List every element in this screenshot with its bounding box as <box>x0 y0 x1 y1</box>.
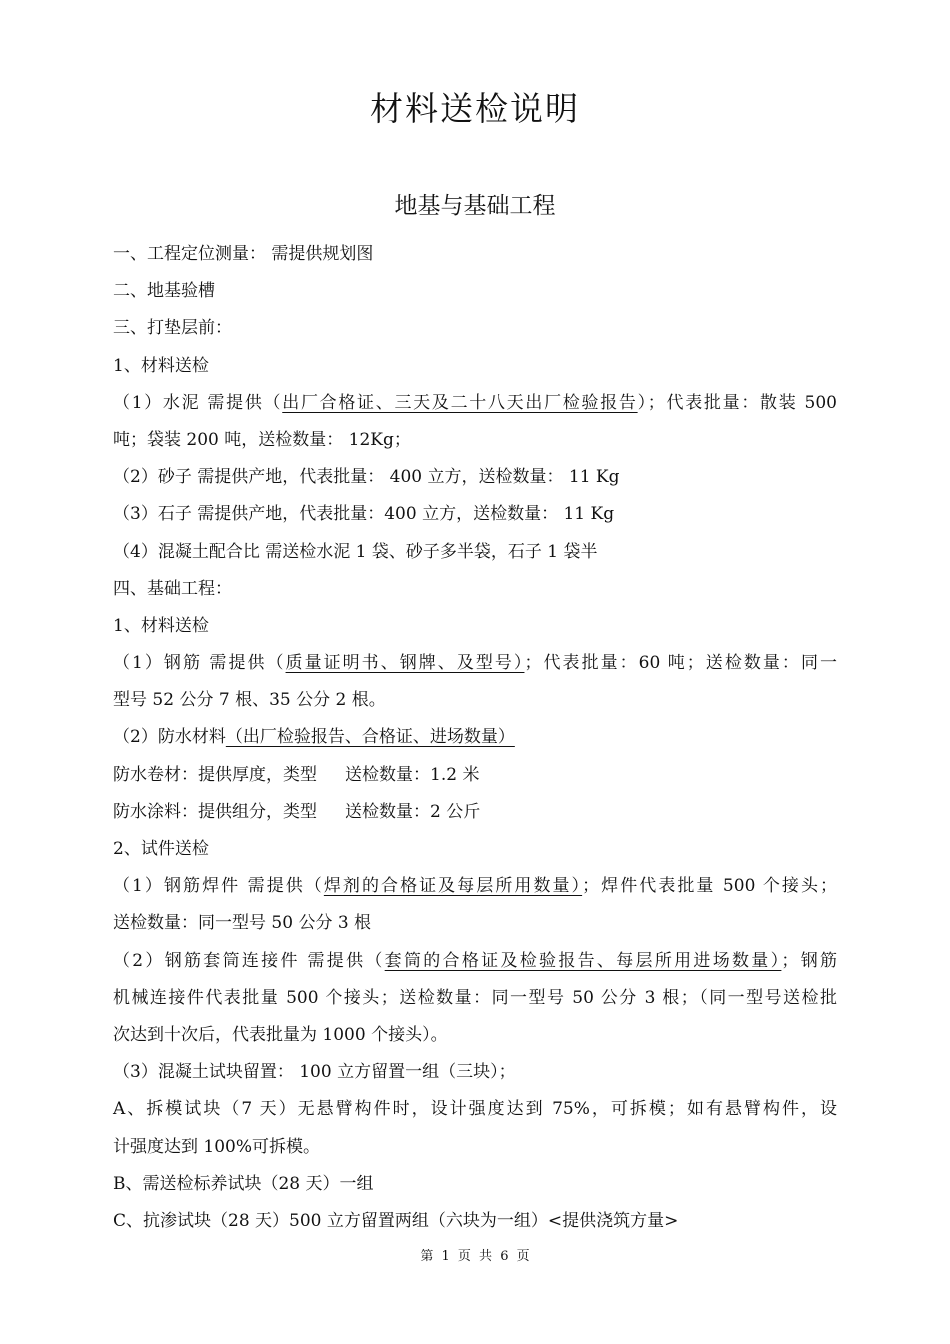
text-line <box>113 868 837 905</box>
text-line: 吨；袋装 200 吨，送检数量： 12Kg； <box>113 429 411 450</box>
text-line: A、拆模试块（7 天）无悬臂构件时，设计强度达到 75%，可拆模；如有悬臂构件，设 <box>113 1099 837 1120</box>
document-title: 材料送检说明 <box>370 89 580 128</box>
text-segment: ）；代表批量：散装 500 <box>637 392 837 413</box>
text-line: 计强度达到 100%可拆模。 <box>113 1136 321 1157</box>
text-line: 送检数量：同一型号 50 公分 3 根 <box>113 913 372 934</box>
text-line <box>113 645 837 682</box>
underlined-text: 焊剂的合格证及每层所用数量） <box>323 876 583 897</box>
text-line: B、需送检标养试块（28 天）一组 <box>113 1173 374 1194</box>
underlined-text: （出厂检验报告、合格证、进场数量） <box>225 727 515 748</box>
text-line: 四、基础工程： <box>113 578 232 599</box>
text-line <box>113 719 837 756</box>
text-line <box>113 794 837 831</box>
text-segment: 防水涂料：提供组分，类型 <box>113 801 317 822</box>
text-segment: （1）钢筋焊件 需提供（ <box>113 876 324 897</box>
text-line: 三、打垫层前： <box>113 318 232 339</box>
text-segment: ；代表批量：60 吨；送检数量：同一 <box>524 653 837 674</box>
text-segment: （1）钢筋 需提供（ <box>113 653 286 674</box>
underlined-text: 出厂合格证、三天及二十八天出厂检验报告 <box>282 392 638 413</box>
text-line <box>113 757 837 794</box>
underlined-text: 质量证明书、钢牌、及型号） <box>285 653 525 674</box>
section-title: 地基与基础工程 <box>394 193 556 219</box>
text-segment: 防水卷材：提供厚度，类型 <box>113 764 317 785</box>
text-line: 1、材料送检 <box>113 615 209 636</box>
document-body <box>113 236 837 1240</box>
text-line: （4）混凝土配合比 需送检水泥 1 袋、砂子多半袋，石子 1 袋半 <box>113 541 598 562</box>
text-line: 2、试件送检 <box>113 839 209 859</box>
text-segment: （1）水泥 需提供（ <box>113 392 283 413</box>
text-line: （3）石子 需提供产地，代表批量：400 立方，送检数量： 11 Kg <box>113 504 615 525</box>
text-segment: ；钢筋 <box>781 950 837 971</box>
text-segment: （2）钢筋套筒连接件 需提供（ <box>113 950 385 971</box>
text-line: C、抗渗试块（28 天）500 立方留置两组（六块为一组）<提供浇筑方量> <box>113 1210 679 1231</box>
text-line: 一、工程定位测量： 需提供规划图 <box>113 244 374 264</box>
text-segment: （2）防水材料 <box>113 727 226 748</box>
text-line: 1、材料送检 <box>113 355 209 376</box>
text-line <box>113 385 837 422</box>
underlined-text: 套筒的合格证及检验报告、每层所用进场数量） <box>384 950 782 971</box>
text-line <box>113 943 837 980</box>
text-line: 机械连接件代表批量 500 个接头；送检数量：同一型号 50 公分 3 根；（同一型号送检批 <box>113 987 837 1008</box>
text-line: （3）混凝土试块留置： 100 立方留置一组（三块）； <box>113 1062 516 1083</box>
text-line: （2）砂子 需提供产地，代表批量： 400 立方，送检数量： 11 Kg <box>113 467 620 488</box>
text-segment: ；焊件代表批量 500 个接头； <box>582 876 837 897</box>
text-line: 二、地基验槽 <box>113 281 215 302</box>
text-segment: 送检数量：1.2 米 <box>345 764 480 785</box>
text-line: 型号 52 公分 7 根、35 公分 2 根。 <box>113 690 386 711</box>
text-segment: 送检数量：2 公斤 <box>345 801 481 822</box>
text-line: 次达到十次后，代表批量为 1000 个接头）。 <box>113 1024 448 1045</box>
page-footer: 第 1 页 共 6 页 <box>420 1249 530 1264</box>
